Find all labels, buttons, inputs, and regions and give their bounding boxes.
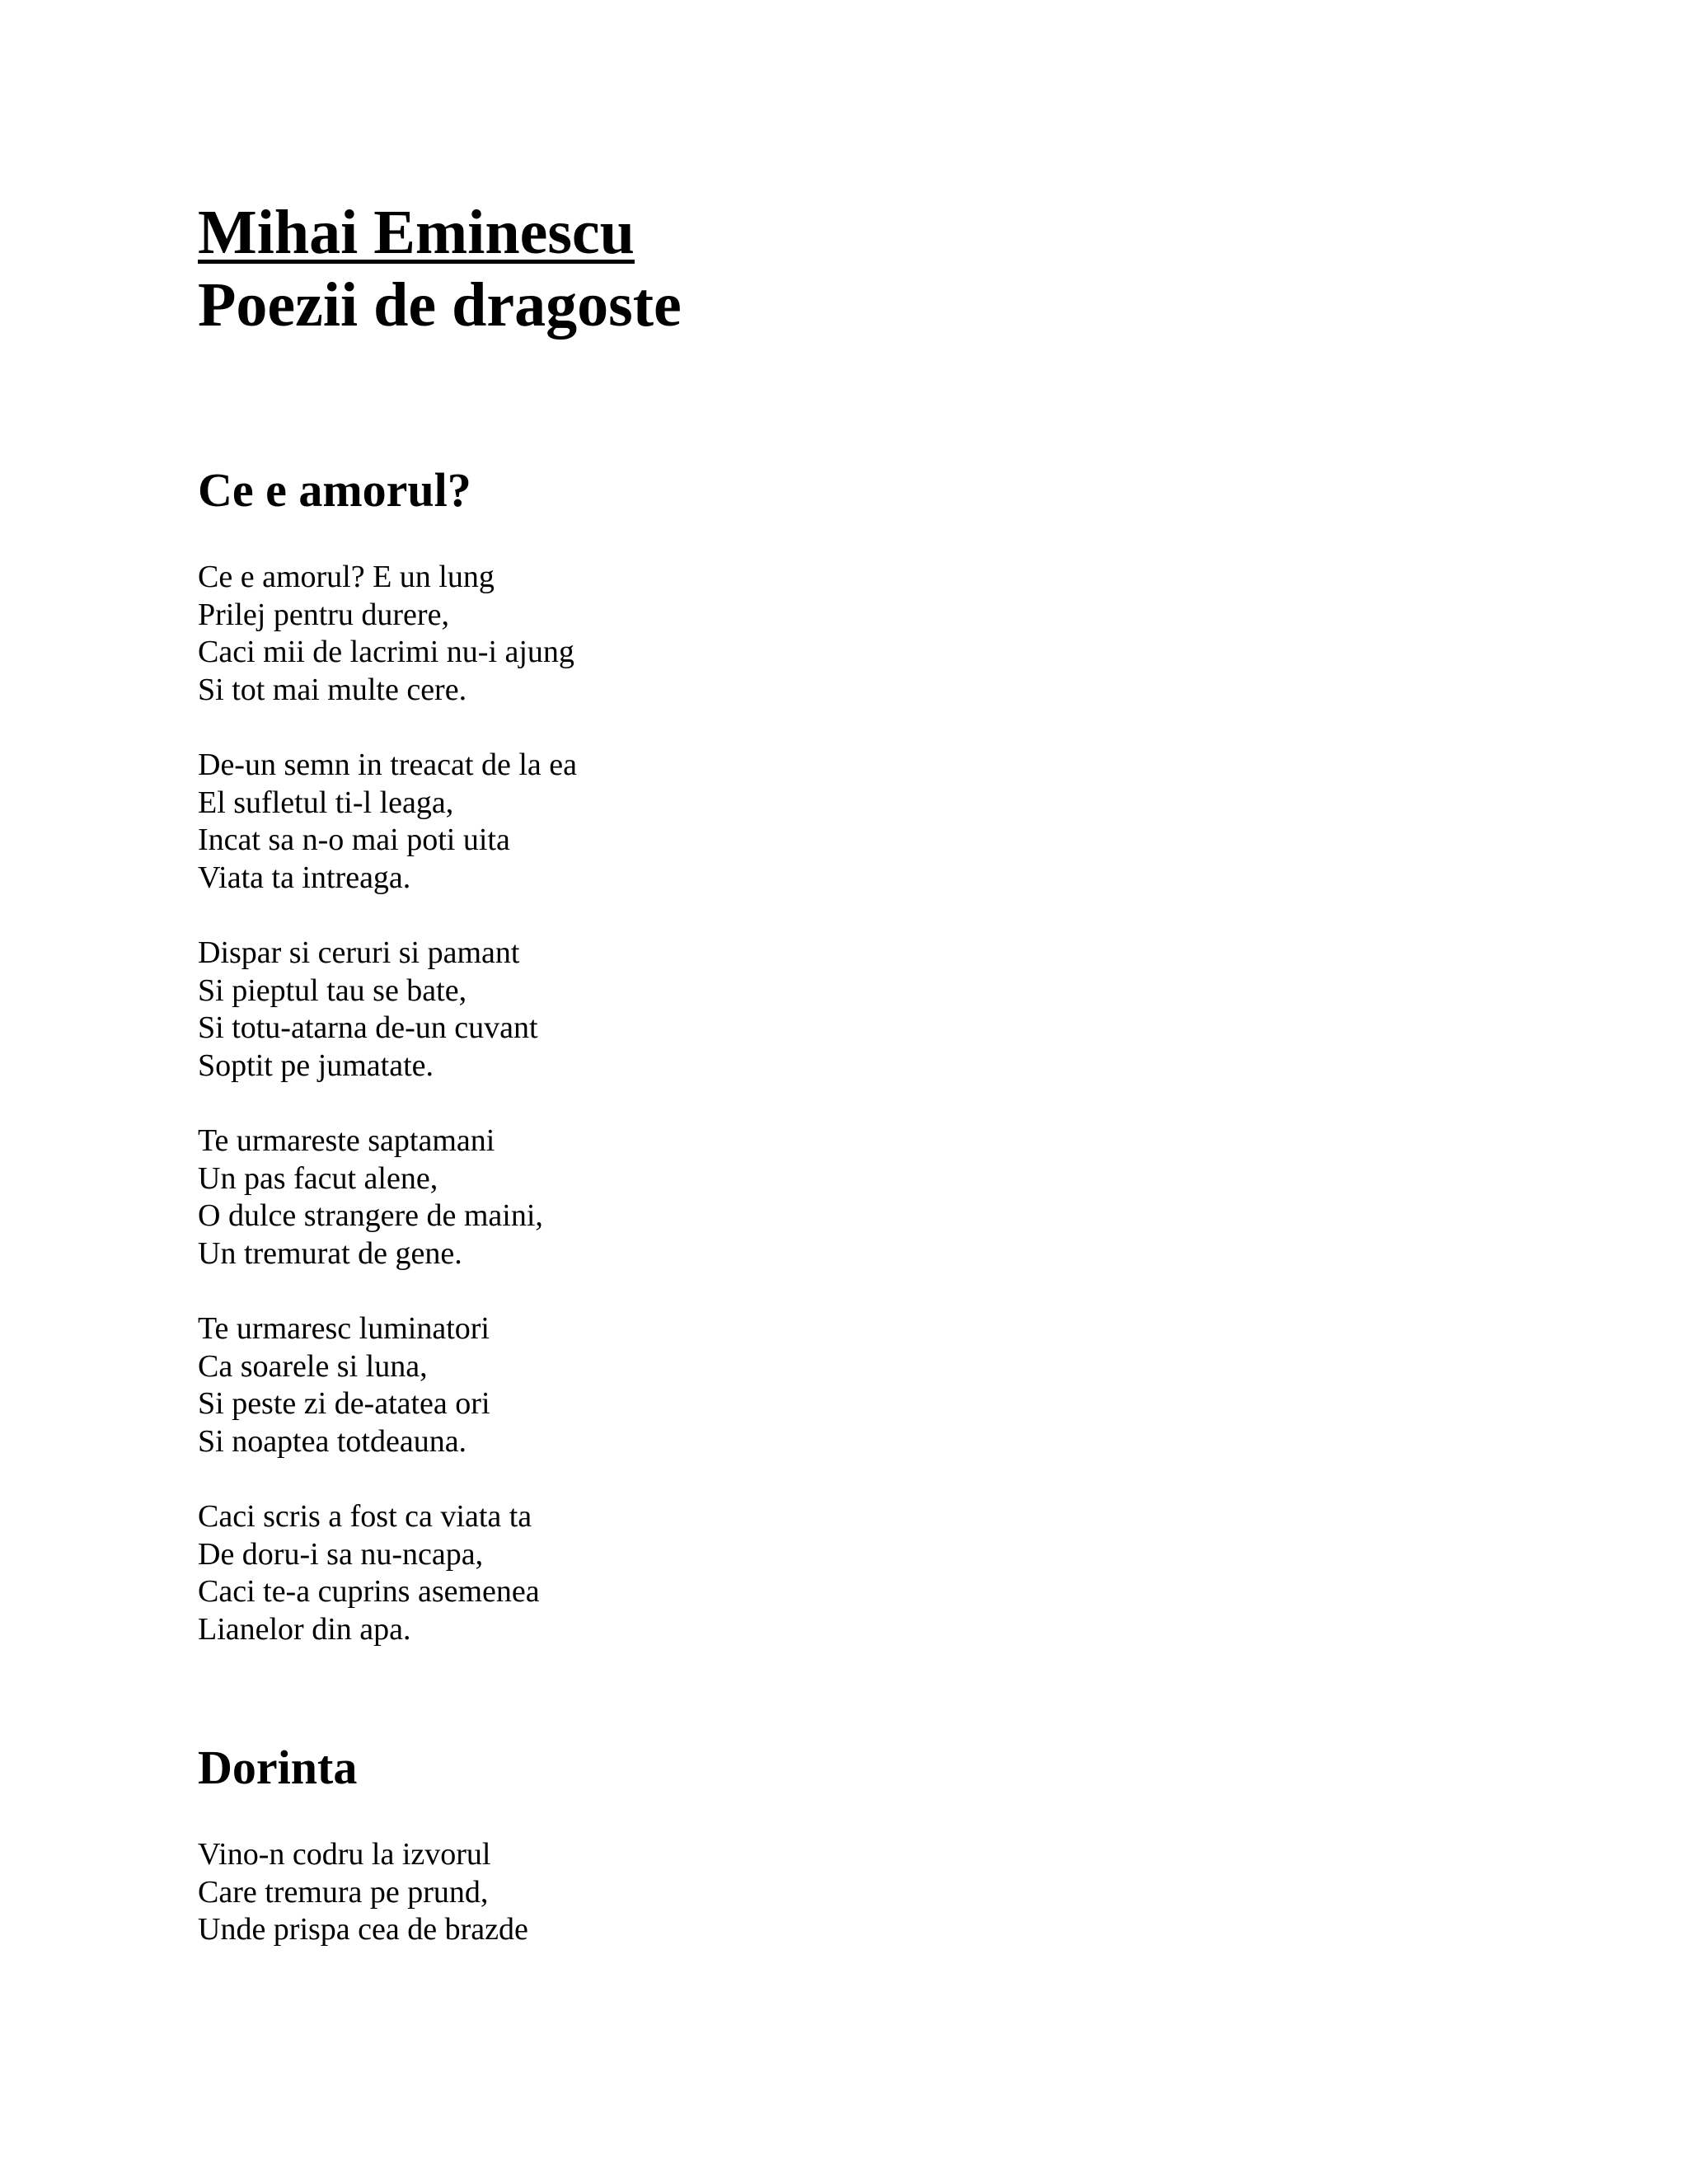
- author-name: Mihai Eminescu: [198, 198, 635, 267]
- poem-title: Dorinta: [198, 1741, 358, 1794]
- stanza: [198, 559, 1352, 709]
- verse-line: El sufletul ti-l leaga,: [198, 785, 454, 820]
- document-title: [198, 196, 1352, 341]
- poem-dorinta: [198, 1739, 1352, 1949]
- verse-line: Dispar si ceruri si pamant: [198, 935, 520, 970]
- verse-line: Te urmaresc luminatori: [198, 1311, 490, 1346]
- verse-line: Lianelor din apa.: [198, 1611, 411, 1647]
- poem-ce-e-amorul: [198, 462, 1352, 1648]
- verse-line: Viata ta intreaga.: [198, 860, 411, 895]
- verse-line: Si totu-atarna de-un cuvant: [198, 1010, 538, 1045]
- verse-line: Si pieptul tau se bate,: [198, 972, 467, 1008]
- poem-title: Ce e amorul?: [198, 463, 471, 517]
- collection-subtitle: Poezii de dragoste: [198, 270, 682, 340]
- verse-line: Unde prispa cea de brazde: [198, 1912, 528, 1947]
- verse-line: Ca soarele si luna,: [198, 1348, 428, 1384]
- verse-line: De-un semn in treacat de la ea: [198, 748, 577, 782]
- stanza: [198, 1310, 1352, 1460]
- verse-line: Si peste zi de-atatea ori: [198, 1386, 490, 1421]
- verse-line: Si tot mai multe cere.: [198, 672, 467, 707]
- verse-line: Te urmareste saptamani: [198, 1123, 495, 1158]
- verse-line: Un tremurat de gene.: [198, 1235, 462, 1271]
- stanza: [198, 747, 1352, 897]
- verse-line: Prilej pentru durere,: [198, 597, 449, 632]
- stanza: [198, 935, 1352, 1085]
- verse-line: Soptit pe jumatate.: [198, 1047, 434, 1083]
- verse-line: Incat sa n-o mai poti uita: [198, 823, 510, 857]
- document-content: [198, 196, 1352, 1987]
- verse-line: Caci scris a fost ca viata ta: [198, 1499, 532, 1534]
- verse-line: Vino-n codru la izvorul: [198, 1837, 491, 1872]
- stanza: [198, 1122, 1352, 1272]
- verse-line: Un pas facut alene,: [198, 1160, 438, 1196]
- verse-line: O dulce strangere de maini,: [198, 1198, 543, 1233]
- verse-line: De doru-i sa nu-ncapa,: [198, 1536, 484, 1572]
- verse-line: Caci te-a cuprins asemenea: [198, 1574, 540, 1609]
- verse-line: Si noaptea totdeauna.: [198, 1423, 467, 1459]
- verse-line: Care tremura pe prund,: [198, 1874, 489, 1910]
- verse-line: Ce e amorul? E un lung: [198, 560, 495, 594]
- stanza: [198, 1498, 1352, 1648]
- stanza: [198, 1836, 1352, 1949]
- verse-line: Caci mii de lacrimi nu-i ajung: [198, 635, 574, 669]
